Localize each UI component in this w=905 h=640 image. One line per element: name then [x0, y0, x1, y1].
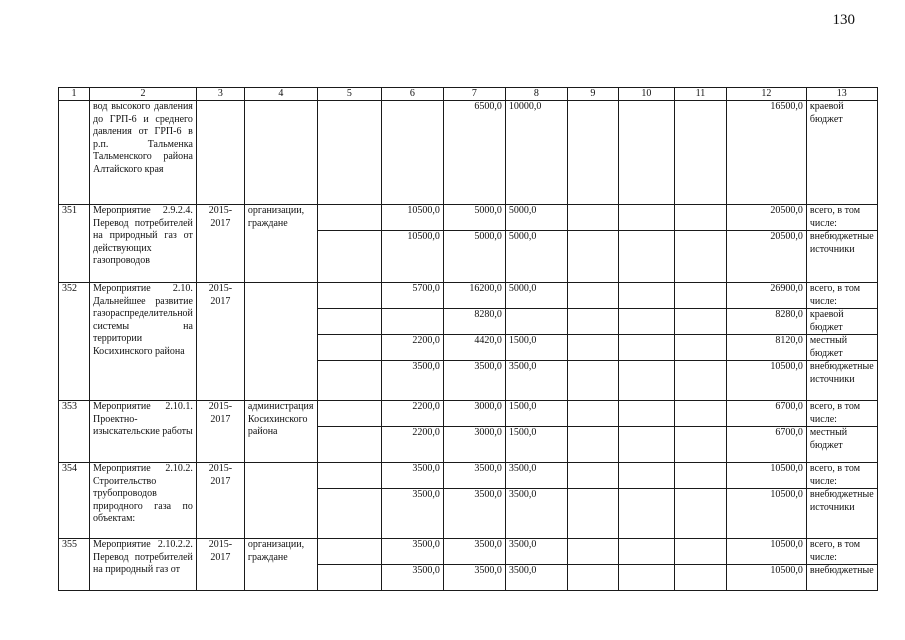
col-8: 1500,0: [505, 427, 567, 463]
col-6: 10500,0: [381, 205, 443, 231]
col-10: [618, 231, 674, 283]
header-cell: 11: [674, 88, 726, 101]
col-11: [674, 335, 726, 361]
header-row: [59, 88, 878, 101]
header-cell: 13: [806, 88, 877, 101]
row-number: 352: [59, 283, 90, 401]
col-5: [317, 205, 381, 231]
col-10: [618, 427, 674, 463]
col-5: [317, 283, 381, 309]
col-9: [567, 489, 618, 539]
table-row: [59, 539, 878, 565]
header-cell: 6: [381, 88, 443, 101]
col-6: 3500,0: [381, 361, 443, 401]
col-9: [567, 463, 618, 489]
col-7: 16200,0: [443, 283, 505, 309]
col-7: 3500,0: [443, 489, 505, 539]
col-6: 3500,0: [381, 463, 443, 489]
col-9: [567, 539, 618, 565]
header-cell: 3: [196, 88, 244, 101]
table-row: [59, 283, 878, 309]
col-10: [618, 539, 674, 565]
col-9: [567, 361, 618, 401]
measure-name: Мероприятие 2.9.2.4. Перевод потребителей на природный газ от действующих газопроводов: [90, 205, 197, 283]
col-11: [674, 463, 726, 489]
col-11: [674, 401, 726, 427]
measure-name: Мероприятие 2.10. Дальнейшее развитие газораспределительной системы на территории Косихинского района: [90, 283, 197, 401]
col-6: [381, 101, 443, 205]
header-cell: 9: [567, 88, 618, 101]
funding-source: краевой бюджет: [806, 101, 877, 205]
table-row: [59, 205, 878, 231]
col-8: 5000,0: [505, 231, 567, 283]
col-12-total: 10500,0: [726, 463, 806, 489]
col-5: [317, 427, 381, 463]
col-6: 2200,0: [381, 401, 443, 427]
funding-source: местный бюджет: [806, 427, 877, 463]
header-cell: 8: [505, 88, 567, 101]
col-6: 3500,0: [381, 489, 443, 539]
col-11: [674, 205, 726, 231]
table-row: [59, 401, 878, 427]
col-10: [618, 401, 674, 427]
col-10: [618, 565, 674, 591]
col-11: [674, 489, 726, 539]
header-cell: 7: [443, 88, 505, 101]
col-7: 3000,0: [443, 427, 505, 463]
col-5: [317, 401, 381, 427]
years: 2015- 2017: [196, 205, 244, 283]
col-10: [618, 463, 674, 489]
executor: [244, 101, 317, 205]
header-cell: 1: [59, 88, 90, 101]
col-12-total: 8120,0: [726, 335, 806, 361]
col-8: 3500,0: [505, 361, 567, 401]
col-11: [674, 361, 726, 401]
years: 2015- 2017: [196, 463, 244, 539]
executor: организации, граждане: [244, 205, 317, 283]
col-9: [567, 401, 618, 427]
col-9: [567, 205, 618, 231]
col-12-total: 10500,0: [726, 361, 806, 401]
col-10: [618, 283, 674, 309]
col-12-total: 16500,0: [726, 101, 806, 205]
col-11: [674, 539, 726, 565]
header-cell: 5: [317, 88, 381, 101]
funding-source: внебюджетные источники: [806, 231, 877, 283]
col-11: [674, 427, 726, 463]
col-5: [317, 101, 381, 205]
years: [196, 101, 244, 205]
row-number: 351: [59, 205, 90, 283]
executor: [244, 283, 317, 401]
col-6: 5700,0: [381, 283, 443, 309]
funding-source: краевой бюджет: [806, 309, 877, 335]
col-10: [618, 205, 674, 231]
row-number: 355: [59, 539, 90, 591]
col-8: 3500,0: [505, 463, 567, 489]
header-cell: 4: [244, 88, 317, 101]
col-10: [618, 361, 674, 401]
col-6: 10500,0: [381, 231, 443, 283]
col-9: [567, 101, 618, 205]
col-12-total: 20500,0: [726, 205, 806, 231]
row-number: 353: [59, 401, 90, 463]
years: 2015- 2017: [196, 539, 244, 591]
executor: [244, 463, 317, 539]
col-12-total: 8280,0: [726, 309, 806, 335]
col-8: 3500,0: [505, 565, 567, 591]
col-6: 3500,0: [381, 565, 443, 591]
funding-source: местный бюджет: [806, 335, 877, 361]
col-9: [567, 283, 618, 309]
col-7: 6500,0: [443, 101, 505, 205]
col-7: 3500,0: [443, 463, 505, 489]
col-6: 2200,0: [381, 427, 443, 463]
col-9: [567, 427, 618, 463]
executor: администрация Косихинского района: [244, 401, 317, 463]
col-7: 5000,0: [443, 231, 505, 283]
header-cell: 10: [618, 88, 674, 101]
row-number: 354: [59, 463, 90, 539]
header-cell: 12: [726, 88, 806, 101]
col-12-total: 10500,0: [726, 565, 806, 591]
col-5: [317, 335, 381, 361]
col-7: 3500,0: [443, 361, 505, 401]
col-12-total: 10500,0: [726, 489, 806, 539]
header-cell: 2: [90, 88, 197, 101]
col-12-total: 26900,0: [726, 283, 806, 309]
col-7: 8280,0: [443, 309, 505, 335]
col-10: [618, 309, 674, 335]
col-5: [317, 565, 381, 591]
col-5: [317, 463, 381, 489]
funding-source: внебюджетные: [806, 565, 877, 591]
col-10: [618, 101, 674, 205]
col-11: [674, 309, 726, 335]
col-12-total: 6700,0: [726, 427, 806, 463]
col-11: [674, 231, 726, 283]
col-10: [618, 335, 674, 361]
col-7: 3500,0: [443, 565, 505, 591]
col-7: 4420,0: [443, 335, 505, 361]
col-9: [567, 335, 618, 361]
col-12-total: 20500,0: [726, 231, 806, 283]
funding-source: всего, в том числе:: [806, 539, 877, 565]
col-6: 2200,0: [381, 335, 443, 361]
col-8: 3500,0: [505, 489, 567, 539]
funding-source: всего, в том числе:: [806, 401, 877, 427]
col-9: [567, 231, 618, 283]
col-6: [381, 309, 443, 335]
col-7: 3500,0: [443, 539, 505, 565]
col-8: 1500,0: [505, 401, 567, 427]
col-11: [674, 101, 726, 205]
years: 2015- 2017: [196, 283, 244, 401]
col-8: 5000,0: [505, 205, 567, 231]
page-number: 130: [832, 12, 855, 28]
col-8: 3500,0: [505, 539, 567, 565]
col-8: 5000,0: [505, 283, 567, 309]
col-7: 5000,0: [443, 205, 505, 231]
col-5: [317, 231, 381, 283]
table-row-continued: [59, 101, 878, 205]
col-11: [674, 283, 726, 309]
col-10: [618, 489, 674, 539]
col-11: [674, 565, 726, 591]
col-9: [567, 309, 618, 335]
funding-source: всего, в том числе:: [806, 205, 877, 231]
table-row: [59, 463, 878, 489]
funding-source: всего, в том числе:: [806, 463, 877, 489]
col-5: [317, 539, 381, 565]
col-8: 1500,0: [505, 335, 567, 361]
col-5: [317, 361, 381, 401]
col-5: [317, 489, 381, 539]
years: 2015- 2017: [196, 401, 244, 463]
row-number: [59, 101, 90, 205]
col-7: 3000,0: [443, 401, 505, 427]
measure-name: Мероприятие 2.10.2.2. Перевод потребителей на природный газ от: [90, 539, 197, 591]
col-12-total: 10500,0: [726, 539, 806, 565]
col-12-total: 6700,0: [726, 401, 806, 427]
measure-name: Мероприятие 2.10.1. Проектно-изыскательские работы: [90, 401, 197, 463]
col-5: [317, 309, 381, 335]
col-8: [505, 309, 567, 335]
budget-table: [58, 87, 878, 591]
funding-source: внебюджетные источники: [806, 361, 877, 401]
funding-source: внебюджетные источники: [806, 489, 877, 539]
col-6: 3500,0: [381, 539, 443, 565]
measure-name: Мероприятие 2.10.2. Строительство трубопроводов природного газа по объектам:: [90, 463, 197, 539]
funding-source: всего, в том числе:: [806, 283, 877, 309]
measure-name: вод высокого давления до ГРП-6 и среднего давления от ГРП-6 в р.п. Тальменка Тальменского района Алтайского края: [90, 101, 197, 205]
col-9: [567, 565, 618, 591]
col-8: 10000,0: [505, 101, 567, 205]
executor: организации, граждане: [244, 539, 317, 591]
